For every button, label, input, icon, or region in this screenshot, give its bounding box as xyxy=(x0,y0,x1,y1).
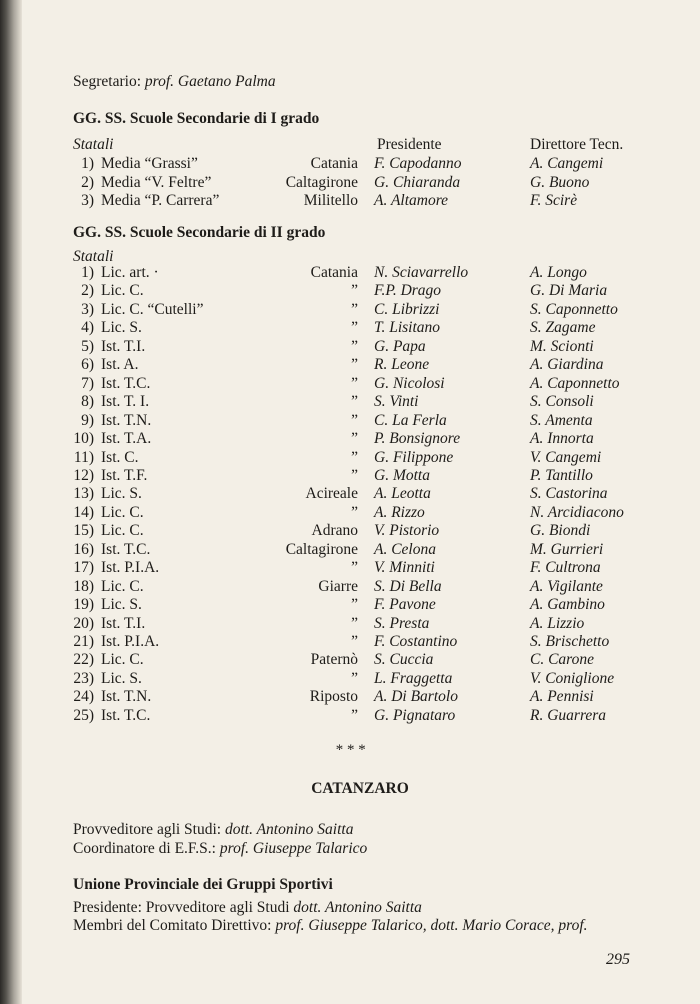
school-city: ” xyxy=(351,337,358,355)
school-type: Lic. C. xyxy=(101,651,144,669)
school-type: Lic. C. xyxy=(101,503,144,521)
school-city: Paternò xyxy=(310,651,358,669)
director-name: A. Lizzio xyxy=(530,614,585,632)
president-name: C. Librizzi xyxy=(374,300,440,318)
president-name: A. Di Bartolo xyxy=(374,688,458,706)
school-type: Lic. art. · xyxy=(101,264,159,281)
president-name: G. Motta xyxy=(374,466,430,484)
director-name: N. Arcidiacono xyxy=(530,503,624,521)
school-city: ” xyxy=(351,448,358,466)
row-number: 24) xyxy=(73,688,94,706)
director-name: A. Pennisi xyxy=(530,688,594,706)
president-name: G. Chiaranda xyxy=(374,173,461,191)
row-number: 25) xyxy=(73,706,94,724)
school-type: Ist. T.F. xyxy=(101,466,148,484)
director-name: G. Di Maria xyxy=(530,282,608,300)
school-city: ” xyxy=(351,282,358,300)
school-city: Caltagirone xyxy=(285,173,358,191)
director-name: S. Zagame xyxy=(530,319,596,337)
director-name: A. Innorta xyxy=(530,430,594,448)
director-name: F. Cultrona xyxy=(530,559,601,577)
table-row xyxy=(0,192,700,210)
school-city: Adrano xyxy=(311,522,358,540)
school-type: Lic. C. “Cutelli” xyxy=(101,300,204,318)
school-type: Ist. P.I.A. xyxy=(101,633,160,650)
president-name: P. Bonsignore xyxy=(374,430,461,448)
row-number: 23) xyxy=(73,669,94,687)
president-name: V. Pistorio xyxy=(374,522,440,540)
school-city: ” xyxy=(351,356,358,374)
president-name: C. La Ferla xyxy=(374,411,447,429)
director-name: G. Biondi xyxy=(530,522,591,540)
row-number: 2) xyxy=(81,282,94,300)
school-type: Lic. S. xyxy=(101,319,142,337)
president-name: R. Leone xyxy=(374,356,430,374)
catanzaro-title: CATANZARO xyxy=(311,780,409,797)
president-name: G. Papa xyxy=(374,337,426,355)
school-type: Lic. S. xyxy=(101,669,142,687)
coordinatore-label: Coordinatore di E.F.S.: xyxy=(73,840,216,857)
school-city: ” xyxy=(351,374,358,392)
presidente-label: Presidente: Provveditore agli Studi xyxy=(73,899,290,916)
school-type: Lic. C. xyxy=(101,522,144,540)
row-number: 6) xyxy=(81,356,94,374)
school-city: ” xyxy=(351,466,358,484)
director-name: P. Tantillo xyxy=(530,466,593,484)
president-name: G. Filippone xyxy=(374,448,454,466)
row-number: 18) xyxy=(73,577,94,595)
table-row xyxy=(0,412,700,430)
table-row xyxy=(0,174,700,192)
table-row xyxy=(0,596,700,614)
row-number: 1) xyxy=(81,264,94,281)
table-row xyxy=(0,393,700,411)
presidente-name: dott. Antonino Saitta xyxy=(293,899,422,916)
row-number: 2) xyxy=(81,173,94,191)
school-type: Ist. T.C. xyxy=(101,540,151,558)
section2-heading: GG. SS. Scuole Secondarie di II grado xyxy=(73,224,326,241)
president-name: G. Pignataro xyxy=(374,706,456,724)
row-number: 7) xyxy=(81,374,94,392)
president-name: S. Cuccia xyxy=(374,651,434,669)
director-name: S. Consoli xyxy=(530,393,594,411)
president-name: G. Nicolosi xyxy=(374,374,445,392)
table-row xyxy=(0,688,700,706)
president-name: A. Leotta xyxy=(374,485,431,503)
table-row xyxy=(0,264,700,282)
president-name: S. Presta xyxy=(374,614,430,632)
school-city: ” xyxy=(351,669,358,687)
table-row xyxy=(0,375,700,393)
table-row xyxy=(0,559,700,577)
row-number: 8) xyxy=(81,393,94,411)
presidente-line xyxy=(73,899,422,917)
row-number: 5) xyxy=(81,337,94,355)
section-separator: * * * xyxy=(335,742,365,758)
school-type: Ist. P.I.A. xyxy=(101,559,160,577)
president-name: F.P. Drago xyxy=(374,282,442,300)
school-type: Lic. C. xyxy=(101,577,144,595)
table-row xyxy=(0,430,700,448)
president-name: A. Rizzo xyxy=(374,503,425,521)
row-number: 10) xyxy=(73,430,94,448)
table-row xyxy=(0,301,700,319)
school-city: ” xyxy=(351,393,358,411)
row-number: 12) xyxy=(73,466,94,484)
table-row xyxy=(0,485,700,503)
row-number: 3) xyxy=(81,300,94,318)
school-type: Ist. T.N. xyxy=(101,688,152,706)
school-type: Ist. T.A. xyxy=(101,430,152,448)
row-number: 16) xyxy=(73,540,94,558)
school-type: Ist. T.C. xyxy=(101,374,151,392)
school-city: ” xyxy=(351,411,358,429)
row-number: 14) xyxy=(73,503,94,521)
row-number: 9) xyxy=(81,411,94,429)
row-number: 1) xyxy=(81,155,94,172)
membri-names: prof. Giuseppe Talarico, dott. Mario Corace, prof. xyxy=(275,917,588,934)
table-row xyxy=(0,319,700,337)
school-type: Lic. S. xyxy=(101,485,142,503)
school-type: Ist. A. xyxy=(101,356,139,374)
director-name: R. Guarrera xyxy=(530,706,607,724)
school-type: Ist. T.I. xyxy=(101,337,146,355)
column-header-president: Presidente xyxy=(377,136,442,153)
row-number: 21) xyxy=(73,633,94,650)
school-city: ” xyxy=(351,706,358,724)
school-type: Ist. T.C. xyxy=(101,706,151,724)
school-city: Riposto xyxy=(309,688,358,706)
school-city: Caltagirone xyxy=(285,540,358,558)
row-number: 3) xyxy=(81,192,94,209)
school-city: Giarre xyxy=(318,577,358,595)
page-number: 295 xyxy=(606,951,630,968)
row-number: 15) xyxy=(73,522,94,540)
row-number: 22) xyxy=(73,651,94,669)
school-type: Media “Grassi” xyxy=(101,155,198,172)
table-row xyxy=(0,651,700,669)
membri-line xyxy=(73,917,588,935)
table-row xyxy=(0,615,700,633)
school-type: Ist. T.N. xyxy=(101,411,152,429)
school-type: Media “P. Carrera” xyxy=(101,192,220,209)
president-name: L. Fraggetta xyxy=(374,669,453,687)
school-type: Media “V. Feltre” xyxy=(101,173,212,191)
school-type: Lic. S. xyxy=(101,596,142,614)
membri-label: Membri del Comitato Direttivo: xyxy=(73,917,272,934)
provveditore-name: dott. Antonino Saitta xyxy=(224,821,354,838)
table-row xyxy=(0,155,700,173)
school-city: ” xyxy=(351,559,358,577)
table-row xyxy=(0,522,700,540)
section2-subheading: Statali xyxy=(73,248,114,265)
president-name: S. Vinti xyxy=(374,393,419,411)
director-name: C. Carone xyxy=(530,651,595,669)
director-name: G. Buono xyxy=(530,173,590,191)
director-name: A. Gambino xyxy=(530,596,605,614)
coordinatore-line xyxy=(73,840,367,858)
provveditore-label: Provveditore agli Studi: xyxy=(73,821,222,838)
director-name: V. Cangemi xyxy=(530,448,602,466)
column-header-director: Direttore Tecn. xyxy=(530,136,624,153)
provveditore-line xyxy=(73,821,353,839)
table-row xyxy=(0,707,700,725)
segretario-name: prof. Gaetano Palma xyxy=(144,73,276,90)
school-city: ” xyxy=(351,430,358,448)
president-name: T. Lisitano xyxy=(374,319,441,337)
table-row xyxy=(0,338,700,356)
section1-subheading: Statali xyxy=(73,136,114,153)
director-name: S. Amenta xyxy=(530,411,593,429)
table-row xyxy=(0,504,700,522)
president-name: N. Sciavarrello xyxy=(374,264,469,281)
school-city: ” xyxy=(351,319,358,337)
school-city: ” xyxy=(351,503,358,521)
row-number: 19) xyxy=(73,596,94,614)
school-type: Ist. T.I. xyxy=(101,614,146,632)
school-city: ” xyxy=(351,614,358,632)
school-type: Lic. C. xyxy=(101,282,144,300)
school-city: Militello xyxy=(303,192,358,209)
table-row xyxy=(0,578,700,596)
director-name: A. Cangemi xyxy=(530,155,604,172)
director-name: F. Scirè xyxy=(530,192,578,209)
director-name: M. Scionti xyxy=(530,337,594,355)
table-row xyxy=(0,449,700,467)
segretario-label: Segretario: xyxy=(73,73,142,90)
table-row xyxy=(0,633,700,651)
director-name: A. Giardina xyxy=(530,356,604,374)
director-name: S. Castorina xyxy=(530,485,608,503)
director-name: A. Caponnetto xyxy=(530,374,620,392)
director-name: A. Vigilante xyxy=(530,577,603,595)
president-name: F. Pavone xyxy=(374,596,436,614)
row-number: 17) xyxy=(73,559,94,577)
president-name: A. Celona xyxy=(374,540,436,558)
school-city: ” xyxy=(351,300,358,318)
segretario-line xyxy=(73,73,276,91)
table-row xyxy=(0,670,700,688)
school-city: Catania xyxy=(310,155,358,172)
row-number: 11) xyxy=(73,448,94,466)
director-name: A. Longo xyxy=(530,264,587,281)
table-row xyxy=(0,282,700,300)
section1-heading: GG. SS. Scuole Secondarie di I grado xyxy=(73,110,320,127)
president-name: F. Capodanno xyxy=(374,155,462,172)
coordinatore-name: prof. Giuseppe Talarico xyxy=(219,840,368,857)
table-row xyxy=(0,356,700,374)
director-name: S. Caponnetto xyxy=(530,300,618,318)
president-name: V. Minniti xyxy=(374,559,435,577)
row-number: 4) xyxy=(81,319,94,337)
table-row xyxy=(0,541,700,559)
director-name: S. Brischetto xyxy=(530,633,610,650)
president-name: F. Costantino xyxy=(374,633,458,650)
school-city: ” xyxy=(351,633,358,650)
president-name: A. Altamore xyxy=(374,192,449,209)
table-row xyxy=(0,467,700,485)
president-name: S. Di Bella xyxy=(374,577,442,595)
row-number: 20) xyxy=(73,614,94,632)
director-name: V. Coniglione xyxy=(530,669,615,687)
school-city: Acireale xyxy=(305,485,358,503)
school-city: ” xyxy=(351,596,358,614)
union-heading: Unione Provinciale dei Gruppi Sportivi xyxy=(73,876,333,893)
school-type: Ist. C. xyxy=(101,448,139,466)
school-type: Ist. T. I. xyxy=(101,393,150,411)
row-number: 13) xyxy=(73,485,94,503)
school-city: Catania xyxy=(310,264,358,281)
director-name: M. Gurrieri xyxy=(530,540,604,558)
